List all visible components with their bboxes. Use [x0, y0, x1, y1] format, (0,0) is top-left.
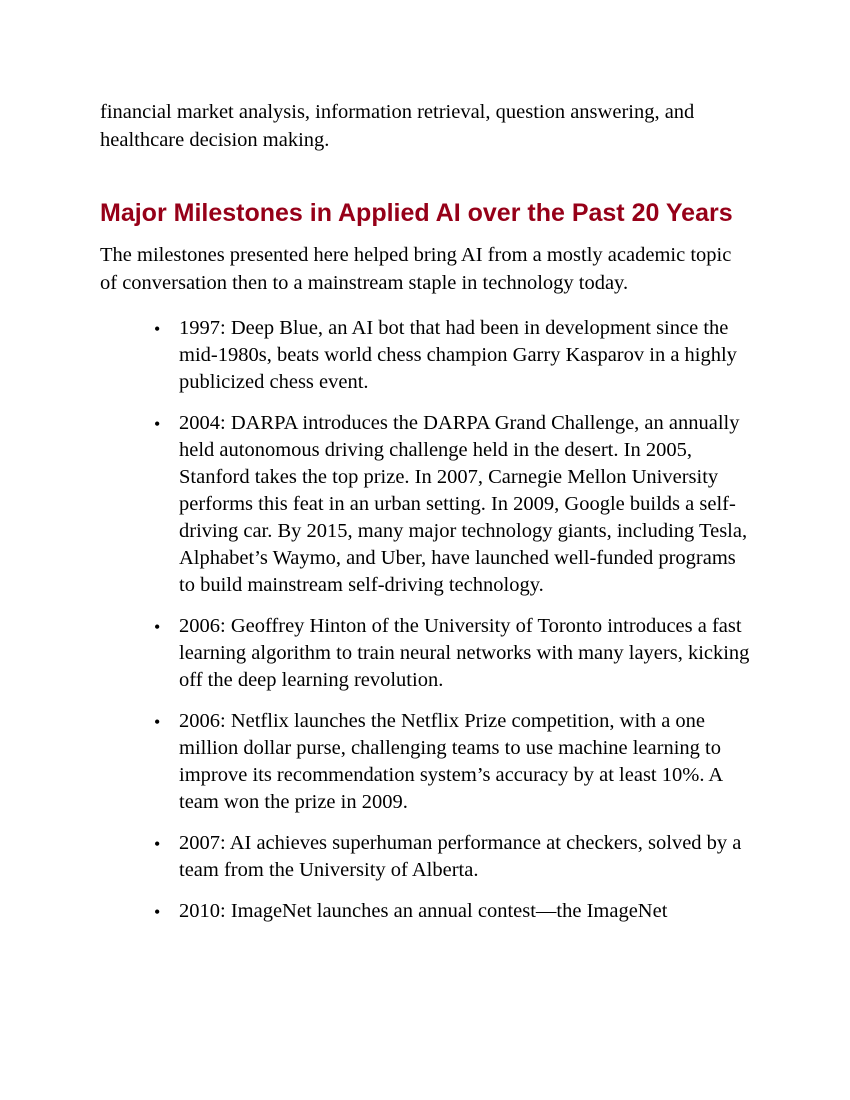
bullet-icon: •	[154, 712, 161, 732]
milestone-text: 2006: Geoffrey Hinton of the University of Toronto introduces a fast learning algorithm to train neural networks with many layers, kicking off the deep learning revolution.	[179, 615, 750, 691]
milestone-text: 2007: AI achieves superhuman performance at checkers, solved by a team from the University of Alberta.	[179, 832, 742, 881]
milestone-item	[154, 830, 750, 884]
intro-paragraph: The milestones presented here helped bring AI from a mostly academic topic of conversation then to a mainstream staple in technology today.	[100, 244, 732, 294]
bullet-icon: •	[154, 414, 161, 434]
bullet-icon: •	[154, 319, 161, 339]
milestone-item	[154, 898, 750, 925]
milestone-item	[154, 410, 750, 599]
milestone-item	[154, 708, 750, 816]
milestone-text: 2004: DARPA introduces the DARPA Grand Challenge, an annually held autonomous driving challenge held in the desert. In 2005, Stanford takes the top prize. In 2007, Carnegie Mellon University performs this feat in an urban setting. In 2009, Google builds a self-driving car. By 2015, many major technology giants, including Tesla, Alphabet’s Waymo, and Uber, have launched well-funded programs to build mainstream self-driving technology.	[179, 412, 748, 596]
section-heading: Major Milestones in Applied AI over the Past 20 Years	[100, 199, 733, 227]
bullet-icon: •	[154, 834, 161, 854]
document-page	[100, 98, 750, 939]
milestone-text: 2006: Netflix launches the Netflix Prize competition, with a one million dollar purse, challenging teams to use machine learning to improve its recommendation system’s accuracy by at least 10%. A team won the prize in 2009.	[179, 710, 723, 813]
continued-paragraph: financial market analysis, information retrieval, question answering, and healthcare decision making.	[100, 101, 695, 151]
milestone-item	[154, 315, 750, 396]
milestone-item	[154, 613, 750, 694]
milestone-list	[100, 315, 750, 925]
bullet-icon: •	[154, 902, 161, 922]
milestone-text: 2010: ImageNet launches an annual contest—the ImageNet	[179, 900, 668, 922]
milestone-text: 1997: Deep Blue, an AI bot that had been in development since the mid-1980s, beats world chess champion Garry Kasparov in a highly publicized chess event.	[179, 317, 737, 393]
bullet-icon: •	[154, 617, 161, 637]
